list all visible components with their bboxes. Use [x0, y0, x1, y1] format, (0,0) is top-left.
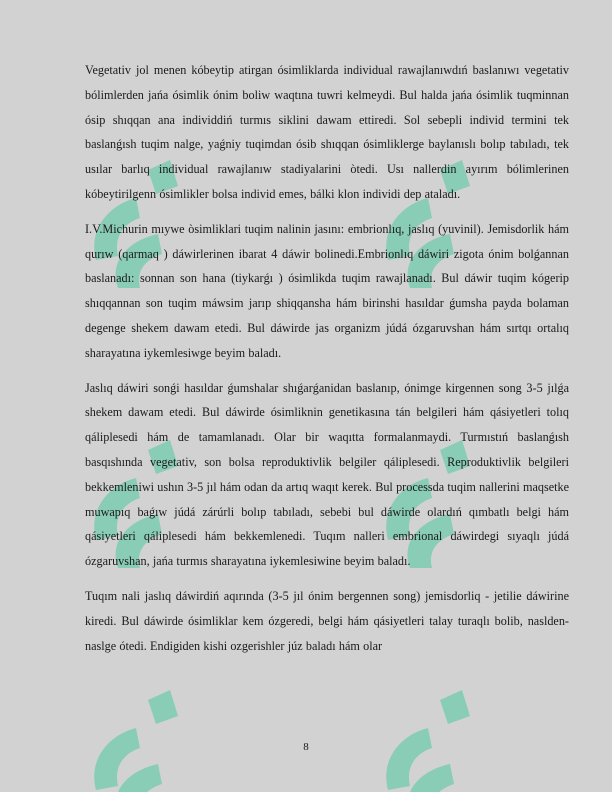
sof-logo-icon	[370, 640, 500, 792]
paragraph: I.V.Michurin mıywe òsimliklari tuqim nalinin jasını: embrionlıq, jaslıq (yuvinil). Jemisdorlik hám qurıw (qarmaq ) dáwirlerinen ibarat 4 dáwir bolinedi.Embrionlıq dáwiri zigota ónim bolǵannan baslanadı: sonnan son hana (tiykarǵı ) ósimlikda tuqim rawajlanadı. Bul dáwir tuqim kógerip shıqqannan son tuqim máwsim jarıp shiqqansha hám birinshi hasıldar ǵumsha payda bolaman degenge shekem dawam etedi. Bul dáwirde jas organizm júdá ózgaruvshan hám sırtqı ortalıq sharayatına iykemlesiwge beyim baladı.	[85, 221, 569, 360]
sof-logo-icon	[78, 640, 208, 792]
watermark-logo-icon	[370, 640, 500, 792]
paragraph: Tuqım nali jaslıq dáwirdiń aqırında (3-5 jıl ónim bergennen song) jemisdorliq - jetilie dáwirine kiredi. Bul dáwirde ósimliklar kem ózgeredi, belgi hám qásiyetleri talay turaqlı bolib, naslden-naslge ótedi. Endigiden kishi ozgerishler júz baladı hám olar	[85, 588, 569, 653]
watermark-logo-icon	[78, 640, 208, 792]
page-number: 8	[303, 741, 309, 753]
paragraph: Vegetativ jol menen kóbeytip atirgan ósimliklarda individual rawajlanıwdıń baslanıwı vegetativ bólimlerden jańa ósimlik ónim boliw waqtına tuwri kelmeydi. Bul halda jańa ósimlik tuqminnan ósip shıqqan ana individdiń turmıs siklini dawam ettiredi. Sol sebepli individ termini tek baslanǵısh tuqim nalge, yaǵniy tuqimdan ósib shıqqan ósimliklerge baylanıslı bolıp tabıladı, tek usılar barlıq individual rawajlanıw stadiyalarini òtedi. Usı nallerdin ayırım bólimlerinen kóbeytirilgenn ósimlikler bolsa individ emes, bálki klon individi dep ataladı.	[85, 63, 569, 201]
body-text	[85, 58, 569, 658]
paragraph: Jaslıq dáwiri sonǵi hasıldar ǵumshalar shıǵarǵanidan baslanıp, ónimge kirgennen song 3-5 jılǵa shekem dawam etedi. Bul dáwirde ósimliknin genetikasına tán belgileri hám qásiyetleri tolıq qáliplesedi hám de tamamlanadı. Olar bir waqıtta formalanmaydi. Turmıstıń baslanǵısh basqıshında vegetativ, son bolsa reproduktivlik belgiler qáliplesedi. Reproduktivlik belgileri bekkemleniwi ushın 3-5 jıl hám odan da artıq waqıt kerek. Bul processda tuqim nallerini maqsetke muwapıq baǵıw júdá zárúrli bolıp tabıladı, sebebi bul dáwirde olardıń qımbatlı belgi hám qásiyetleri qáliplesedi hám bekkemlenedi. Tuqım nalleri embrional dáwirdegi sıyaqlı júdá ózgaruvshan, jańa turmıs sharayatına iykemlesiwine beyim baladı.	[85, 380, 569, 569]
